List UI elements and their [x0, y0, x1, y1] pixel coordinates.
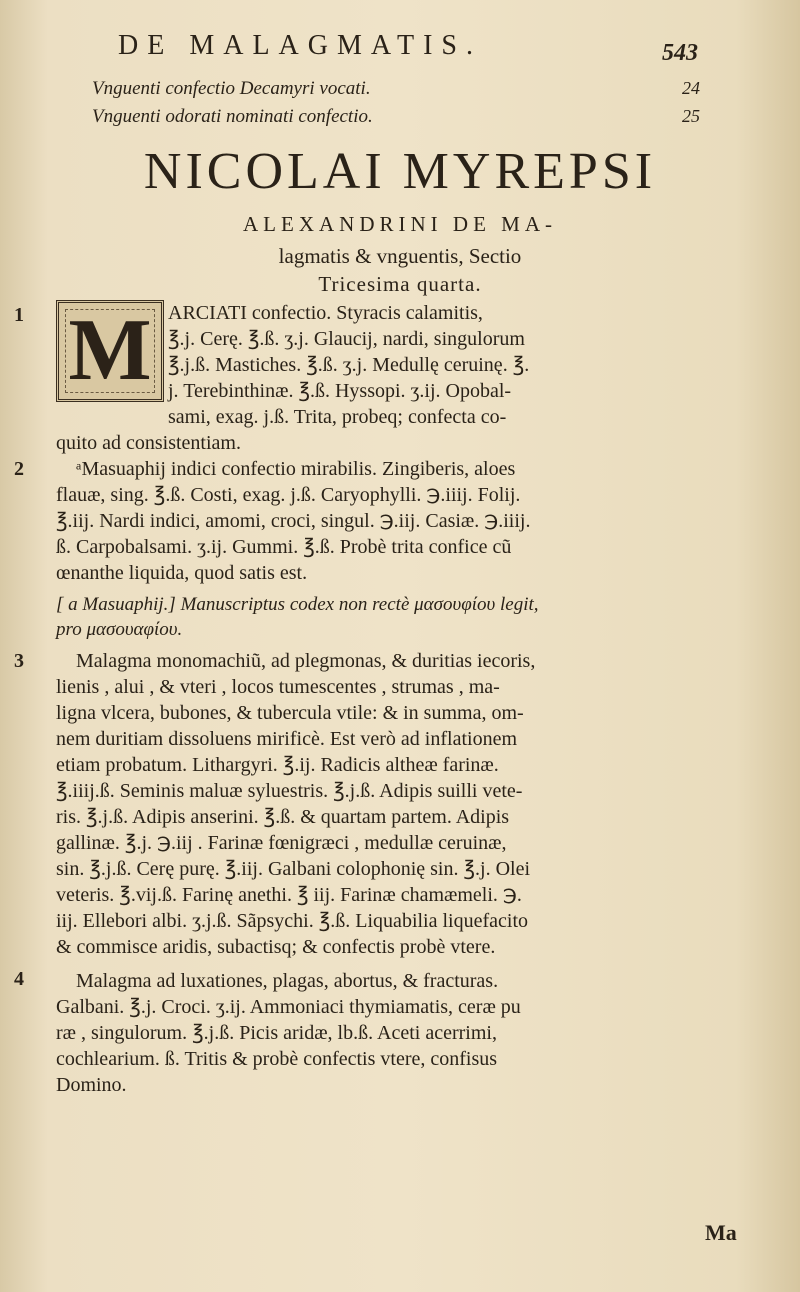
text-line: [ a Masuaphij.] Manuscriptus codex non rectè μασουφίου legit, [56, 594, 539, 615]
text-line: cochlearium. ß. Tritis & probè confectis vtere, confisus [56, 1048, 498, 1070]
paragraph-2 [56, 456, 761, 586]
text-line: ligna vlcera, bubones, & tubercula vtile: & in summa, om- [56, 702, 524, 724]
section-title-line-4: Tricesima quarta. [318, 272, 482, 296]
paragraph-number-4: 4 [14, 968, 24, 990]
cross-reference-number-1: 24 [682, 78, 700, 98]
cross-reference-number-2: 25 [682, 106, 700, 126]
text-line: Malagma monomachiũ, ad plegmonas, & duritias iecoris, [76, 650, 536, 672]
text-line: ℥.j.ß. Mastiches. ℥.ß. ʒ.j. Medullę ceruinę. ℥. [168, 354, 530, 376]
text-line: sami, exag. j.ß. Trita, probeq; confecta co- [168, 406, 507, 428]
text-line: j. Terebinthinæ. ℥.ß. Hyssopi. ʒ.ij. Opobal- [168, 380, 512, 402]
initial-letter: M [68, 302, 152, 399]
text-line: flauæ, sing. ℥.ß. Costi, exag. j.ß. Caryophylli. ℈.iiij. Folij. [56, 484, 521, 506]
text-line: ß. Carpobalsami. ʒ.ij. Gummi. ℥.ß. Probè trita confice cũ [56, 536, 512, 558]
catchword: Ma [705, 1220, 737, 1245]
text-line: lienis , alui , & vteri , locos tumescentes , strumas , ma- [56, 676, 500, 698]
text-line: & commisce aridis, subactisq; & confectis probè vtere. [56, 936, 496, 958]
section-title-line-2: ALEXANDRINI DE MA- [243, 212, 557, 236]
paragraph-1 [56, 300, 761, 456]
text-line: ris. ℥.j.ß. Adipis anserini. ℥.ß. & quartam partem. Adipis [56, 806, 510, 828]
paragraph-number-1: 1 [14, 304, 24, 326]
text-line: ℥.j. Cerę. ℥.ß. ʒ.j. Glaucij, nardi, singulorum [168, 328, 525, 350]
text-line: pro μασουαφίου. [56, 619, 183, 640]
paragraph-number-3: 3 [14, 650, 24, 672]
text-line: iij. Ellebori albi. ʒ.j.ß. Sãpsychi. ℥.ß. Liquabilia liquefacito [56, 910, 529, 932]
text-line: sin. ℥.j.ß. Cerę purę. ℥.iij. Galbani colophonię sin. ℥.j. Olei [56, 858, 531, 880]
text-line: ARCIATI confectio. Styracis calamitis, [168, 302, 483, 324]
text-line: Domino. [56, 1074, 127, 1096]
text-line: œnanthe liquida, quod satis est. [56, 562, 308, 584]
section-title-main: NICOLAI MYREPSI [143, 143, 657, 200]
running-title: DE MALAGMATIS. [118, 30, 482, 61]
text-line: ℥.iij. Nardi indici, amomi, croci, singul. ℈.iij. Casiæ. ℈.iiij. [56, 510, 531, 532]
text-line: etiam probatum. Lithargyri. ℥.ij. Radicis altheæ farinæ. [56, 754, 499, 776]
text-line: ræ , singulorum. ℥.j.ß. Picis aridæ, lb.ß. Aceti acerrimi, [56, 1022, 497, 1044]
text-line: nem duritiam dissoluens mirificè. Est verò ad inflationem [56, 728, 518, 750]
paragraph-3 [56, 648, 761, 960]
text-line: gallinæ. ℥.j. ℈.iij . Farinæ fœnigræci , medullæ ceruinæ, [56, 832, 507, 854]
text-line: ℥.iiij.ß. Seminis maluæ syluestris. ℥.j.ß. Adipis suilli vete- [56, 780, 523, 802]
text-line: Galbani. ℥.j. Croci. ʒ.ij. Ammoniaci thymiamatis, ceræ pu [56, 996, 521, 1018]
cross-reference-2: Vnguenti odorati nominati confectio. [92, 106, 373, 127]
editorial-note [56, 592, 761, 642]
text-line: veteris. ℥.vij.ß. Farinę anethi. ℥ iij. Farinæ chamæmeli. ℈. [56, 884, 522, 906]
text-line: quito ad consistentiam. [56, 432, 241, 454]
cross-reference-1: Vnguenti confectio Decamyri vocati. [92, 78, 371, 99]
text-line: Malagma ad luxationes, plagas, abortus, & fracturas. [76, 970, 499, 992]
paragraph-number-2: 2 [14, 458, 24, 480]
page-number: 543 [662, 40, 698, 66]
paragraph-4 [56, 968, 761, 1098]
section-title-line-3: lagmatis & vnguentis, Sectio [278, 244, 522, 268]
text-line: ᵃMasuaphij indici confectio mirabilis. Zingiberis, aloes [76, 458, 516, 480]
